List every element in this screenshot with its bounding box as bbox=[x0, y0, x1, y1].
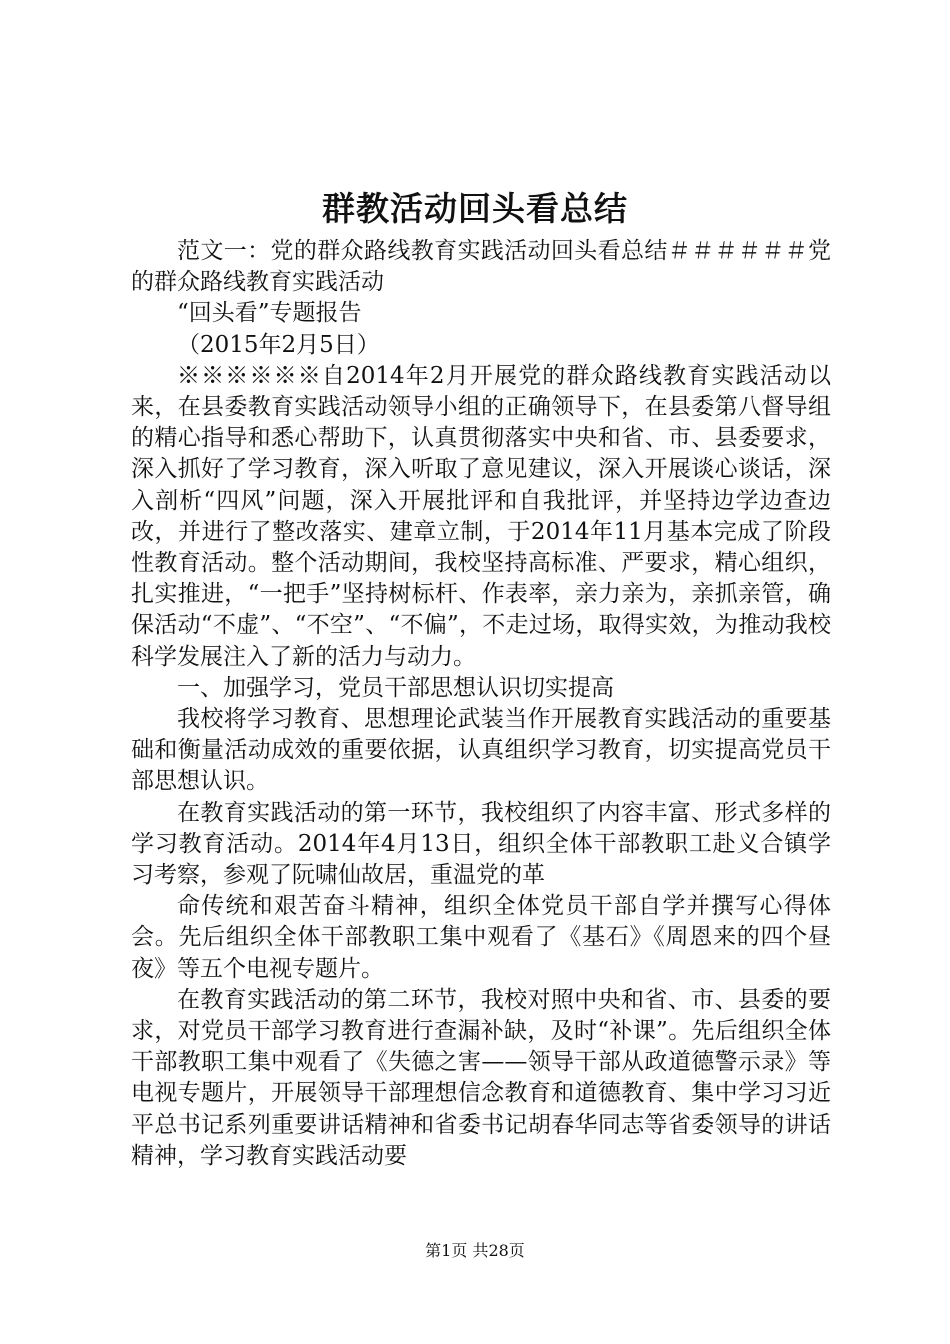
paragraph-second-stage: 在教育实践活动的第二环节，我校对照中央和省、市、县委的要求，对党员干部学习教育进行查漏补缺，及时“补课”。先后组织全体干部教职工集中观看了《失德之害——领导干部从政道德警示录》等电视专题片，开展领导干部理想信念教育和道德教育、集中学习习近平总书记系列重要讲话精神和省委书记胡春华同志等省委领导的讲话精神，学习教育实践活动要 bbox=[131, 986, 831, 1169]
paragraph-first-stage: 在教育实践活动的第一环节，我校组织了内容丰富、形式多样的学习教育活动。2014年4月13日，组织全体干部教职工赴义合镇学习考察，参观了阮啸仙故居，重温党的革 bbox=[131, 799, 831, 889]
document-title: 群教活动回头看总结 bbox=[322, 189, 628, 228]
paragraph-report-title: “回头看”专题报告 bbox=[177, 300, 362, 327]
paragraph-study-basis: 我校将学习教育、思想理论武装当作开展教育实践活动的重要基础和衡量活动成效的重要依据，认真组织学习教育，切实提高党员干部思想认识。 bbox=[131, 706, 831, 795]
paragraph-date: （2015年2月5日） bbox=[177, 331, 380, 358]
paragraph-intro: 范文一：党的群众路线教育实践活动回头看总结＃＃＃＃＃＃党的群众路线教育实践活动 bbox=[131, 238, 831, 296]
paragraph-first-stage-cont: 命传统和艰苦奋斗精神，组织全体党员干部自学并撰写心得体会。先后组织全体干部教职工集中观看了《基石》《周恩来的四个昼夜》等五个电视专题片。 bbox=[131, 893, 831, 982]
page-number-footer: 第1页 共28页 bbox=[425, 1241, 525, 1260]
document-body bbox=[131, 236, 831, 1172]
paragraph-overview: ※※※※※※自2014年2月开展党的群众路线教育实践活动以来，在县委教育实践活动领导小组的正确领导下，在县委第八督导组的精心指导和悉心帮助下，认真贯彻落实中央和省、市、县委要求，深入抓好了学习教育，深入听取了意见建议，深入开展谈心谈话，深入剖析“四风”问题，深入开展批评和自我批评，并坚持边学边查边改，并进行了整改落实、建章立制，于2014年11月基本完成了阶段性教育活动。整个活动期间，我校坚持高标准、严要求，精心组织，扎实推进，“一把手”坚持树标杆、作表率，亲力亲为，亲抓亲管，确保活动“不虚”、“不空”、“不偏”，不走过场，取得实效，为推动我校科学发展注入了新的活力与动力。 bbox=[131, 362, 831, 670]
section-heading-1: 一、加强学习，党员干部思想认识切实提高 bbox=[177, 674, 614, 701]
